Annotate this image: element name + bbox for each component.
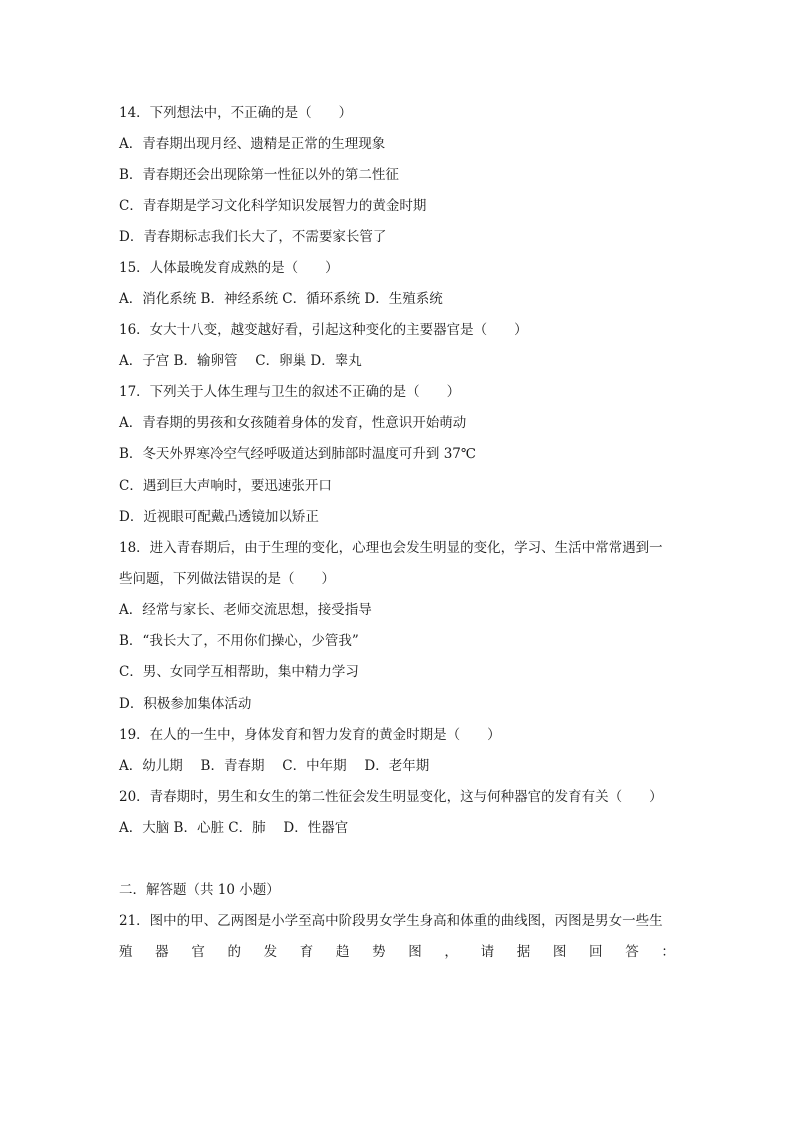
- option-d: D．近视眼可配戴凸透镜加以矫正: [119, 509, 319, 525]
- options-line: A．幼儿期 B．青春期 C．中年期 D．老年期: [119, 758, 430, 774]
- stem-char: 趋: [335, 944, 350, 960]
- options-line: A．大脑 B．心脏 C．肺 D．性器官: [119, 820, 349, 836]
- stem-char: 发: [263, 944, 278, 960]
- question-stem: 20．青春期时，男生和女生的第二性征会发生明显变化，这与何种器官的发育有关（ ）: [119, 789, 663, 805]
- question-stem-line-1: 18．进入青春期后，由于生理的变化，心理也会发生明显的变化，学习、生活中常常遇到一: [119, 540, 663, 556]
- stem-char: 官: [191, 944, 205, 960]
- question-stem: 14．下列想法中，不正确的是（ ）: [119, 105, 353, 121]
- options-line: A．消化系统 B．神经系统 C．循环系统 D．生殖系统: [119, 291, 443, 307]
- stem-char: 图: [552, 944, 567, 960]
- stem-char: 答: [625, 944, 639, 960]
- stem-char: 请: [480, 944, 495, 960]
- option-a: A．青春期的男孩和女孩随着身体的发育，性意识开始萌动: [119, 415, 467, 431]
- stem-char: 回: [589, 944, 603, 960]
- option-c: C．男、女同学互相帮助，集中精力学习: [119, 664, 359, 680]
- stem-char: 图: [408, 944, 422, 960]
- option-d: D．青春期标志我们长大了，不需要家长管了: [119, 229, 387, 245]
- question-stem: 16．女大十八变，越变越好看，引起这种变化的主要器官是（ ）: [119, 322, 528, 338]
- question-stem-line-1: 21．图中的甲、乙两图是小学至高中阶段男女学生身高和体重的曲线图，丙图是男女一些生: [119, 913, 663, 929]
- question-stem: 15．人体最晚发育成熟的是（ ）: [119, 260, 339, 276]
- option-c: C．青春期是学习文化科学知识发展智力的黄金时期: [119, 198, 427, 214]
- question-stem: 19．在人的一生中，身体发育和智力发育的黄金时期是（ ）: [119, 727, 501, 743]
- stem-char: 势: [372, 944, 386, 960]
- option-a: A．经常与家长、老师交流思想，接受指导: [119, 602, 372, 618]
- question-stem: 17．下列关于人体生理与卫生的叙述不正确的是（ ）: [119, 384, 461, 400]
- option-b: B．冬天外界寒冷空气经呼吸道达到肺部时温度可升到 37℃: [119, 446, 476, 462]
- stem-char: 器: [155, 944, 169, 960]
- stem-char: 育: [299, 944, 314, 960]
- options-line: A．子宫 B．输卵管 C．卵巢 D．睾丸: [119, 353, 362, 369]
- option-b: B．青春期还会出现除第一性征以外的第二性征: [119, 167, 399, 183]
- stem-char: ：: [661, 944, 675, 960]
- option-d: D．积极参加集体活动: [119, 696, 252, 712]
- stem-char: 的: [227, 944, 241, 960]
- option-b: B．“我长大了，不用你们操心，少管我”: [119, 633, 359, 649]
- question-stem-line-2: [119, 943, 675, 961]
- option-a: A．青春期出现月经、遗精是正常的生理现象: [119, 136, 386, 152]
- question-stem-line-2: 些问题，下列做法错误的是（ ）: [119, 571, 335, 587]
- stem-char: 据: [516, 944, 531, 960]
- option-c: C．遇到巨大声响时，要迅速张开口: [119, 478, 332, 494]
- stem-char: 殖: [119, 944, 133, 960]
- section-heading: 二．解答题（共 10 小题）: [119, 882, 280, 898]
- stem-char: ，: [444, 944, 458, 960]
